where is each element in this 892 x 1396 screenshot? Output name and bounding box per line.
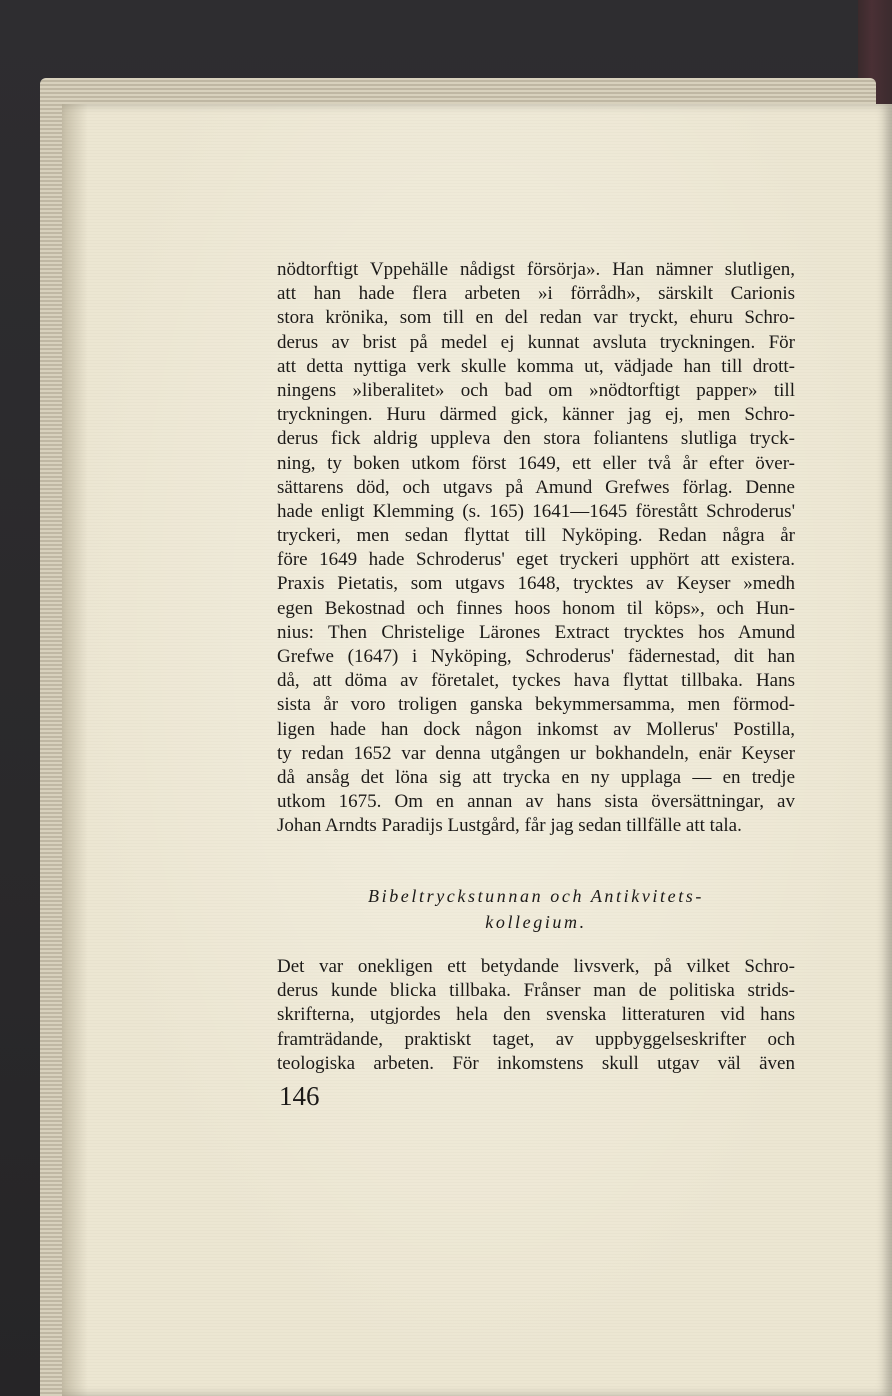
- text-line: tryckningen. Huru därmed gick, känner jag ej, men Schro-: [277, 404, 795, 426]
- text-line: Praxis Pietatis, som utgavs 1648, trycktes av Keyser »medh: [277, 573, 795, 595]
- text-line: ning, ty boken utkom först 1649, ett eller två år efter över-: [277, 452, 795, 474]
- text-line: nödtorftigt Vppehälle nådigst försörja». Han nämner slutligen,: [277, 259, 795, 280]
- gutter-shadow: [62, 104, 88, 1396]
- text-line: hade enligt Klemming (s. 165) 1641—1645 förestått Schroderus': [277, 500, 795, 522]
- text-line: Grefwe (1647) i Nyköping, Schroderus' fädernestad, dit han: [277, 646, 795, 667]
- heading-line: Bibeltryckstunnan och Antikvitets-: [368, 886, 704, 906]
- text-line: derus fick aldrig uppleva den stora foliantens slutliga tryck-: [277, 428, 795, 450]
- text-line: derus kunde blicka tillbaka. Frånser man de politiska strids-: [277, 980, 795, 1002]
- text-line: nius: Then Christelige Lärones Extract trycktes hos Amund: [277, 621, 795, 643]
- text-line: att detta nyttiga verk skulle komma ut, vädjade han till drott-: [277, 355, 795, 377]
- text-line: sista år voro troligen ganska bekymmersamma, men förmod-: [277, 694, 795, 716]
- text-line: före 1649 hade Schroderus' eget tryckeri upphört att existera.: [277, 549, 795, 571]
- text-line: utkom 1675. Om en annan av hans sista översättningar, av: [277, 791, 795, 813]
- text-line: framträdande, praktiskt taget, av uppbyggelseskrifter och: [277, 1028, 795, 1050]
- text-line: tryckeri, men sedan flyttat till Nyköping. Redan några år: [277, 525, 795, 547]
- text-line: att han hade flera arbeten »i förrådh», särskilt Carionis: [277, 283, 795, 305]
- text-line: Johan Arndts Paradijs Lustgård, får jag sedan tillfälle att tala.: [277, 815, 742, 837]
- text-line: derus av brist på medel ej kunnat avsluta tryckningen. För: [277, 331, 795, 353]
- text-line: ningens »liberalitet» och bad om »nödtorftigt papper» till: [277, 379, 795, 401]
- body-paragraph-1: [277, 258, 795, 839]
- text-line: då ansåg det löna sig att trycka en ny upplaga — en tredje: [277, 766, 795, 788]
- text-line: sättarens död, och utgavs på Amund Grefwes förlag. Denne: [277, 476, 795, 498]
- text-line: teologiska arbeten. För inkomstens skull utgav väl även: [277, 1052, 795, 1074]
- text-line: egen Bekostnad och finnes hoos honom til köps», och Hun-: [277, 597, 795, 619]
- text-line: skrifterna, utgjordes hela den svenska litteraturen vid hans: [277, 1004, 795, 1026]
- section-heading: [277, 883, 795, 935]
- text-line: då, att döma av företalet, tyckes hava flyttat tillbaka. Hans: [277, 670, 795, 692]
- heading-line: kollegium.: [485, 912, 587, 932]
- body-paragraph-2: [277, 955, 795, 1076]
- text-line: stora krönika, som till en del redan var tryckt, ehuru Schro-: [277, 307, 795, 329]
- text-line: ty redan 1652 var denna utgången ur bokhandeln, enär Keyser: [277, 742, 795, 764]
- text-line: Det var onekligen ett betydande livsverk, på vilket Schro-: [277, 956, 795, 977]
- page-number: 146: [279, 1081, 320, 1111]
- text-line: ligen hade han dock någon inkomst av Mollerus' Postilla,: [277, 718, 795, 740]
